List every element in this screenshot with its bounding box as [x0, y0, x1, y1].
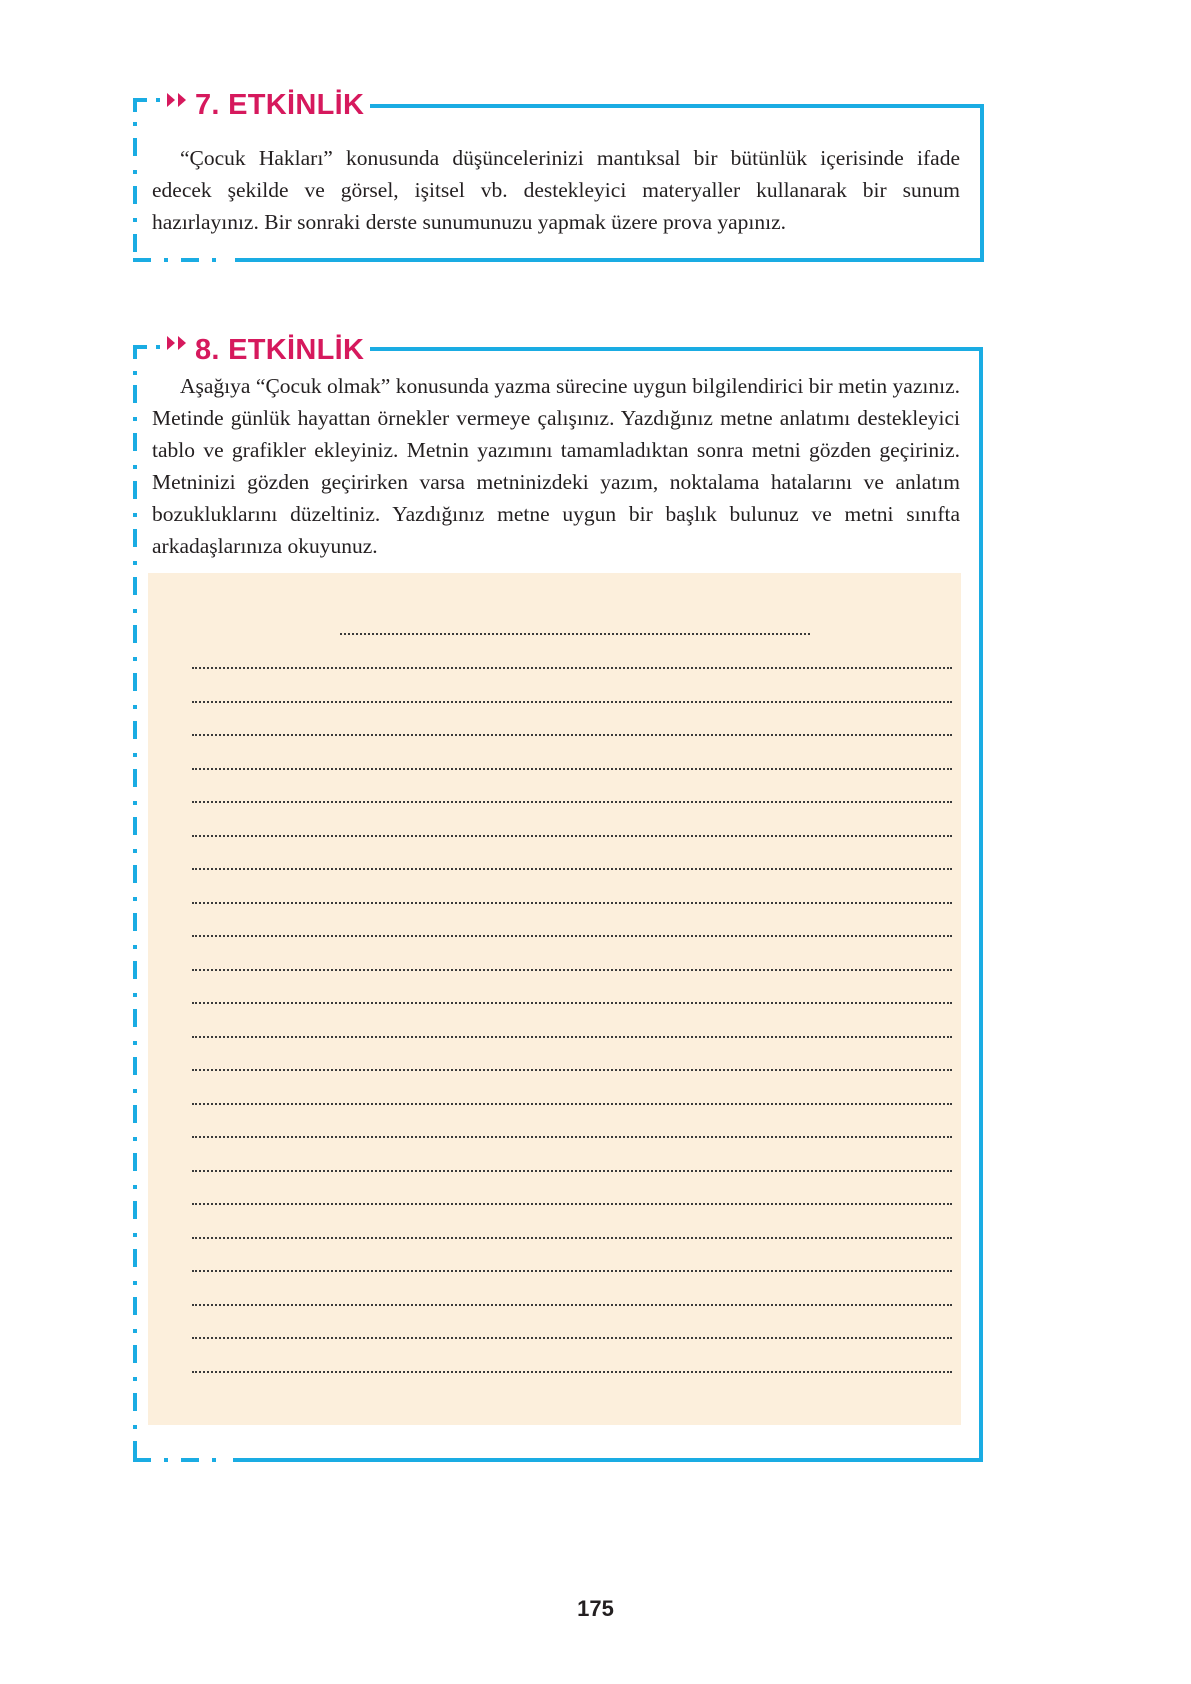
- activity-8-frame-top-dash: [133, 345, 147, 349]
- activity-8-frame-left: [133, 345, 137, 1463]
- writing-line[interactable]: [192, 768, 952, 770]
- double-arrow-icon: [167, 92, 189, 108]
- activity-7-title: 7. ETKİNLİK: [195, 89, 365, 121]
- activity-7-frame-top-dash: [133, 98, 147, 102]
- activity-8-title: 8. ETKİNLİK: [195, 334, 365, 366]
- activity-8-frame-bottom: [233, 1458, 983, 1462]
- activity-7-frame-right: [980, 104, 984, 262]
- activity-8-instructions: Aşağıya “Çocuk olmak” konusunda yazma sürecine uygun bilgilendirici bir metin yazınız. Metinde günlük hayattan örnekler vermeye çalışınız. Yazdığınız metne anlatımı destekleyici tablo ve grafikler ekleyiniz. Metnin yazımını tamamladıktan sonra metni gözden geçiriniz. Metninizi gözden geçirirken varsa metninizdeki yazım, noktalama hatalarını ve anlatım bozukluklarını düzeltiniz. Yazdığınız metne uygun bir başlık bulunuz ve metni sınıfta arkadaşlarınıza okuyunuz.: [152, 374, 960, 558]
- activity-7-instructions: “Çocuk Hakları” konusunda düşüncelerinizi mantıksal bir bütünlük içerisinde ifade edecek şekilde ve görsel, işitsel vb. destekleyici materyaller kullanarak bir sunum hazırlayınız. Bir sonraki derste sunumunuzu yapmak üzere prova yapınız.: [152, 146, 960, 234]
- writing-line[interactable]: [192, 701, 952, 703]
- double-arrow-icon: [167, 335, 189, 351]
- writing-line[interactable]: [192, 667, 952, 669]
- writing-line[interactable]: [192, 1103, 952, 1105]
- activity-7-frame-left: [133, 98, 137, 264]
- writing-line[interactable]: [192, 1170, 952, 1172]
- writing-line[interactable]: [192, 1337, 952, 1339]
- writing-line[interactable]: [192, 1304, 952, 1306]
- writing-line[interactable]: [192, 1237, 952, 1239]
- activity-7-frame-bottom: [235, 258, 984, 262]
- writing-line[interactable]: [192, 935, 952, 937]
- writing-line[interactable]: [192, 1136, 952, 1138]
- activity-8-frame-top: [370, 347, 983, 351]
- writing-title-line[interactable]: [340, 633, 810, 635]
- writing-line[interactable]: [192, 1069, 952, 1071]
- writing-line[interactable]: [192, 1203, 952, 1205]
- writing-line[interactable]: [192, 1036, 952, 1038]
- writing-line[interactable]: [192, 868, 952, 870]
- activity-8-frame-right: [979, 347, 983, 1461]
- writing-line[interactable]: [192, 734, 952, 736]
- page-number: 175: [577, 1596, 614, 1621]
- writing-line[interactable]: [192, 902, 952, 904]
- writing-line[interactable]: [192, 835, 952, 837]
- writing-line[interactable]: [192, 1270, 952, 1272]
- writing-line[interactable]: [192, 1371, 952, 1373]
- writing-line[interactable]: [192, 969, 952, 971]
- writing-area[interactable]: [148, 573, 961, 1425]
- activity-7-frame-top: [370, 104, 984, 108]
- writing-line[interactable]: [192, 801, 952, 803]
- writing-line[interactable]: [192, 1002, 952, 1004]
